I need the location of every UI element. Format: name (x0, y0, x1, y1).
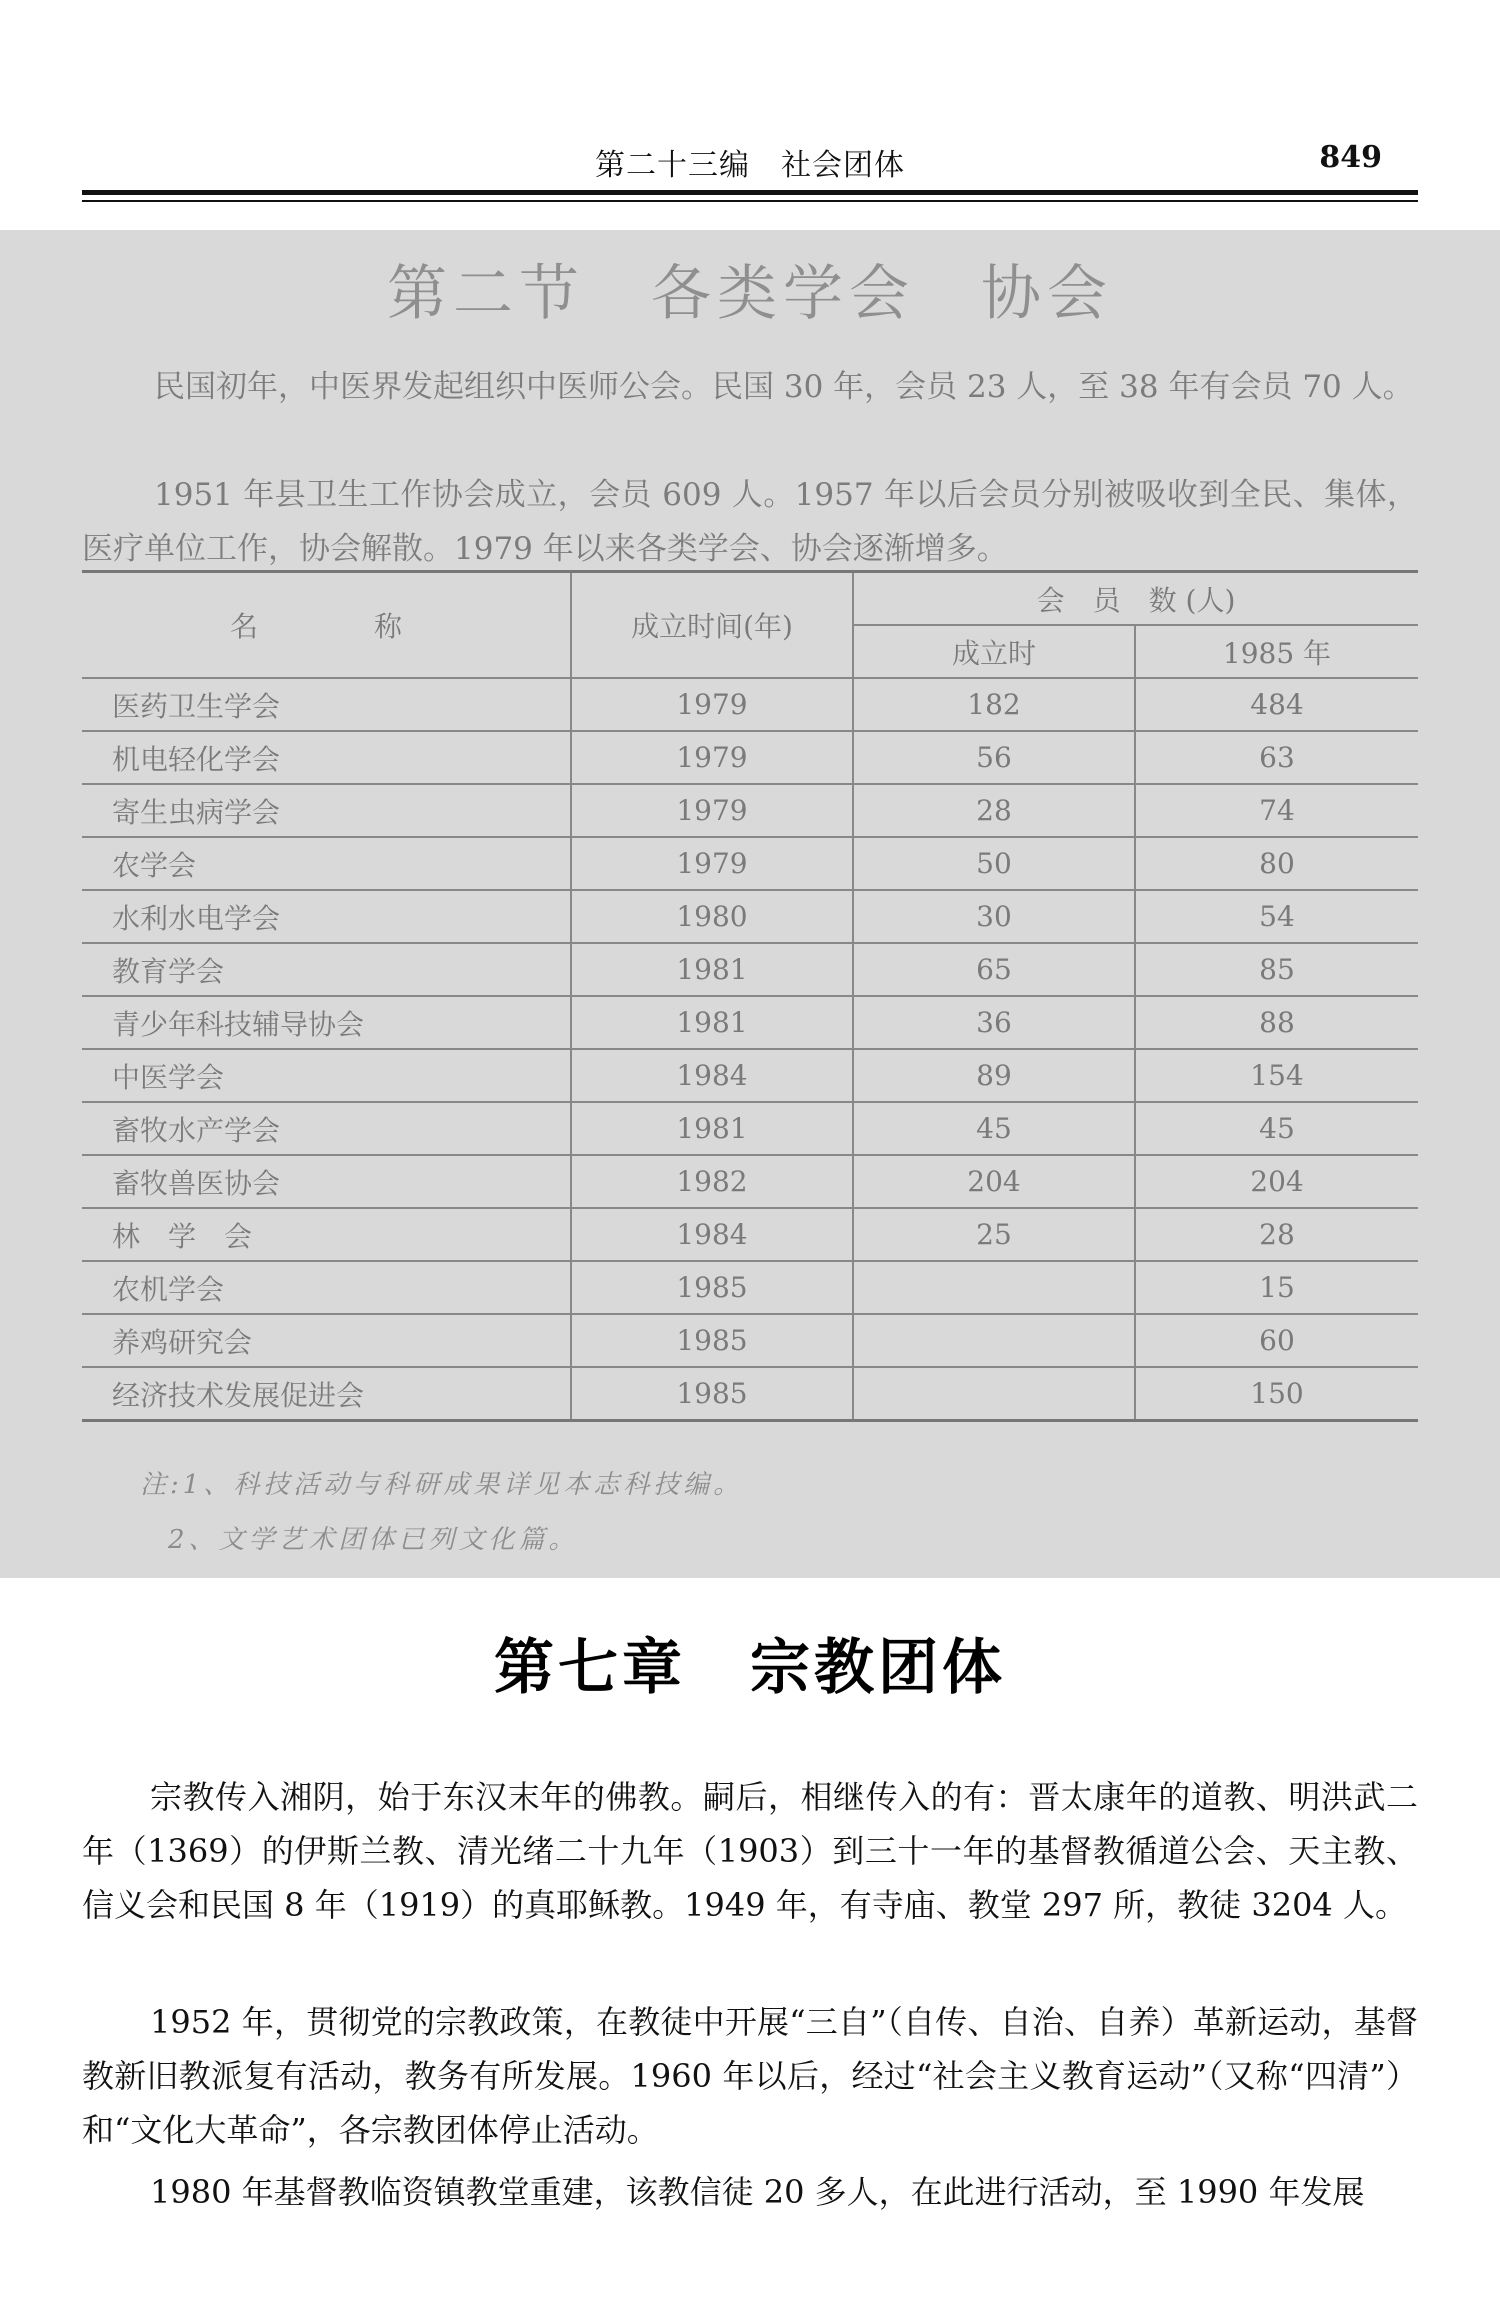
society-name: 机电轻化学会 (82, 731, 571, 784)
founded-year: 1985 (571, 1367, 853, 1421)
chapter-paragraph: 1952 年，贯彻党的宗教政策，在教徒中开展“三自”（自传、自治、自养）革新运动，基督教新旧教派复有活动，教务有所发展。1960 年以后，经过“社会主义教育运动”（又称“四清”）和“文化大革命”，各宗教团体停止活动。 (82, 2003, 1418, 2149)
members-at-founding: 28 (853, 784, 1135, 837)
col-header-founded: 成立时间(年) (571, 572, 853, 679)
members-1985: 204 (1135, 1155, 1418, 1208)
table-row (82, 1314, 1418, 1367)
col-header-1985: 1985 年 (1135, 625, 1418, 678)
table-row (82, 1208, 1418, 1261)
table-row (82, 1155, 1418, 1208)
members-1985: 74 (1135, 784, 1418, 837)
members-at-founding (853, 1261, 1135, 1314)
members-at-founding: 50 (853, 837, 1135, 890)
table-note: 2、文学艺术团体已列文化篇。 (168, 1525, 579, 1555)
chapter-title: 第七章 宗教团体 (494, 1633, 1006, 1703)
members-at-founding: 30 (853, 890, 1135, 943)
table-row (82, 996, 1418, 1049)
founded-year: 1984 (571, 1208, 853, 1261)
founded-year: 1985 (571, 1261, 853, 1314)
founded-year: 1985 (571, 1314, 853, 1367)
members-1985: 80 (1135, 837, 1418, 890)
page-header (82, 136, 1418, 183)
section-paragraph: 民国初年，中医界发起组织中医师公会。民国 30 年，会员 23 人，至 38 年有会员 70 人。 (154, 369, 1414, 405)
founded-year: 1981 (571, 996, 853, 1049)
society-name: 经济技术发展促进会 (82, 1367, 571, 1421)
table-row (82, 1261, 1418, 1314)
table-row (82, 837, 1418, 890)
society-name: 中医学会 (82, 1049, 571, 1102)
founded-year: 1979 (571, 731, 853, 784)
members-at-founding: 65 (853, 943, 1135, 996)
chapter-paragraph: 宗教传入湘阴，始于东汉末年的佛教。嗣后，相继传入的有：晋太康年的道教、明洪武二年（1369）的伊斯兰教、清光绪二十九年（1903）到三十一年的基督教循道公会、天主教、信义会和民国 8 年（1919）的真耶稣教。1949 年，有寺庙、教堂 297 所，教徒 3204 人。 (82, 1778, 1418, 1924)
society-name: 水利水电学会 (82, 890, 571, 943)
society-name: 医药卫生学会 (82, 678, 571, 731)
members-1985: 154 (1135, 1049, 1418, 1102)
page-number: 849 (1319, 140, 1382, 175)
table-row (82, 784, 1418, 837)
society-name: 青少年科技辅导协会 (82, 996, 571, 1049)
members-at-founding: 36 (853, 996, 1135, 1049)
members-at-founding: 89 (853, 1049, 1135, 1102)
societies-table (82, 570, 1418, 1422)
col-header-at-founding: 成立时 (853, 625, 1135, 678)
header-rule-thick (82, 190, 1418, 195)
table-row (82, 1049, 1418, 1102)
founded-year: 1982 (571, 1155, 853, 1208)
members-1985: 15 (1135, 1261, 1418, 1314)
table-row (82, 1102, 1418, 1155)
members-at-founding (853, 1367, 1135, 1421)
society-name: 教育学会 (82, 943, 571, 996)
members-1985: 88 (1135, 996, 1418, 1049)
table-row (82, 731, 1418, 784)
table-note: 注:1、科技活动与科研成果详见本志科技编。 (140, 1470, 744, 1500)
members-at-founding: 204 (853, 1155, 1135, 1208)
members-1985: 85 (1135, 943, 1418, 996)
table-row (82, 1367, 1418, 1421)
founded-year: 1981 (571, 943, 853, 996)
col-header-members: 会 员 数 (人) (853, 572, 1418, 626)
society-name: 农学会 (82, 837, 571, 890)
society-name: 养鸡研究会 (82, 1314, 571, 1367)
members-at-founding (853, 1314, 1135, 1367)
founded-year: 1979 (571, 837, 853, 890)
members-1985: 28 (1135, 1208, 1418, 1261)
members-1985: 45 (1135, 1102, 1418, 1155)
society-name: 林 学 会 (82, 1208, 571, 1261)
members-1985: 60 (1135, 1314, 1418, 1367)
members-1985: 150 (1135, 1367, 1418, 1421)
table-row (82, 678, 1418, 731)
members-at-founding: 25 (853, 1208, 1135, 1261)
section-paragraph: 1951 年县卫生工作协会成立，会员 609 人。1957 年以后会员分别被吸收到全民、集体，医疗单位工作，协会解散。1979 年以来各类学会、协会逐渐增多。 (82, 477, 1418, 567)
section-title: 第二节 各类学会 协会 (387, 259, 1113, 329)
header-rule-thin (82, 200, 1418, 202)
table-row (82, 943, 1418, 996)
founded-year: 1979 (571, 678, 853, 731)
founded-year: 1980 (571, 890, 853, 943)
founded-year: 1981 (571, 1102, 853, 1155)
members-1985: 54 (1135, 890, 1418, 943)
running-title: 第二十三编 社会团体 (595, 148, 905, 183)
society-name: 畜牧兽医协会 (82, 1155, 571, 1208)
section-block (0, 230, 1500, 1578)
founded-year: 1984 (571, 1049, 853, 1102)
members-at-founding: 56 (853, 731, 1135, 784)
members-1985: 63 (1135, 731, 1418, 784)
society-name: 畜牧水产学会 (82, 1102, 571, 1155)
society-name: 寄生虫病学会 (82, 784, 571, 837)
chapter-paragraph: 1980 年基督教临资镇教堂重建，该教信徒 20 多人，在此进行活动，至 1990 年发展 (150, 2173, 1365, 2211)
founded-year: 1979 (571, 784, 853, 837)
members-at-founding: 45 (853, 1102, 1135, 1155)
society-name: 农机学会 (82, 1261, 571, 1314)
table-row (82, 890, 1418, 943)
col-header-name: 名 称 (82, 572, 571, 679)
members-at-founding: 182 (853, 678, 1135, 731)
members-1985: 484 (1135, 678, 1418, 731)
